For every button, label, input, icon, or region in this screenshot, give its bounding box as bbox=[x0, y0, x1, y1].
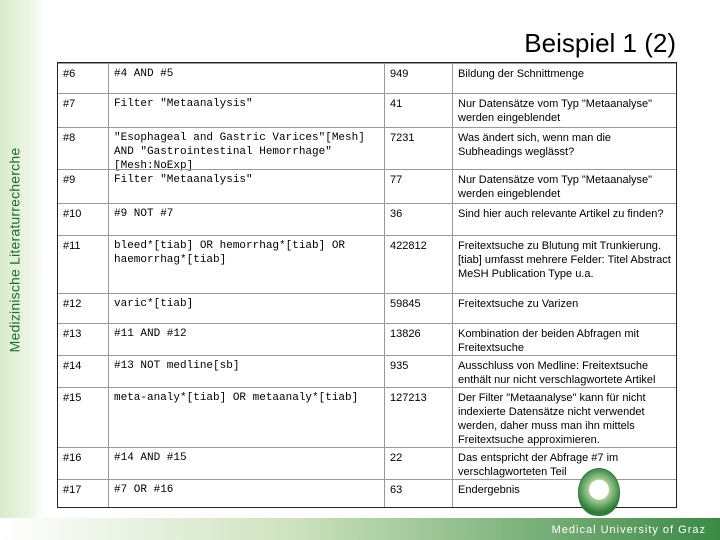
table-row bbox=[58, 63, 676, 93]
row-hits: 422812 bbox=[390, 240, 427, 252]
row-query: "Esophageal and Gastric Varices"[Mesh] AND "Gastrointestinal Hemorrhage"[Mesh:NoExp] bbox=[114, 132, 365, 172]
row-note: Ausschluss von Medline: Freitextsuche enthält nur nicht verschlagwortete Artikel bbox=[458, 360, 656, 386]
table-row bbox=[58, 355, 676, 387]
row-number: #14 bbox=[63, 360, 82, 372]
footer-bar bbox=[0, 518, 720, 540]
sidebar-title: Medizinische Literaturrecherche bbox=[6, 147, 23, 353]
row-note: Nur Datensätze vom Typ "Metaanalyse" werden eingeblendet bbox=[458, 174, 653, 200]
row-hits: 13826 bbox=[390, 328, 421, 340]
sidebar-title-container bbox=[4, 100, 24, 400]
row-number: #10 bbox=[63, 208, 82, 220]
table-row bbox=[58, 127, 676, 172]
row-number: #12 bbox=[63, 298, 82, 310]
row-hits: 36 bbox=[390, 208, 403, 220]
row-hits: 77 bbox=[390, 174, 403, 186]
row-query: #11 AND #12 bbox=[114, 328, 187, 340]
table-row bbox=[58, 93, 676, 127]
table-row bbox=[58, 235, 676, 293]
row-hits: 59845 bbox=[390, 298, 421, 310]
row-note: Was ändert sich, wenn man die Subheadings weglässt? bbox=[458, 132, 612, 158]
row-number: #16 bbox=[63, 452, 82, 464]
row-number: #6 bbox=[63, 68, 76, 80]
row-note: Sind hier auch relevante Artikel zu finden? bbox=[458, 208, 664, 220]
row-note: Bildung der Schnittmenge bbox=[458, 68, 584, 80]
row-hits: 22 bbox=[390, 452, 403, 464]
slide-title: Beispiel 1 (2) bbox=[524, 28, 676, 58]
row-hits: 7231 bbox=[390, 132, 415, 144]
footer-university-name: Medical University of Graz bbox=[551, 524, 706, 536]
table-row bbox=[58, 203, 676, 235]
row-note: Freitextsuche zu Blutung mit Trunkierung. [tiab] umfasst mehrere Felder: Titel Abstract MeSH Publication Type u.a. bbox=[458, 240, 671, 280]
row-hits: 41 bbox=[390, 98, 403, 110]
row-query: #9 NOT #7 bbox=[114, 208, 174, 220]
row-query: #13 NOT medline[sb] bbox=[114, 360, 240, 372]
row-query: #14 AND #15 bbox=[114, 452, 187, 464]
search-history-table bbox=[57, 62, 677, 508]
row-note: Das entspricht der Abfrage #7 im verschlagworteten Teil bbox=[458, 452, 619, 478]
row-number: #9 bbox=[63, 174, 76, 186]
row-query: Filter "Metaanalysis" bbox=[114, 174, 253, 186]
row-number: #13 bbox=[63, 328, 82, 340]
row-query: bleed*[tiab] OR hemorrhag*[tiab] OR haemorrhag*[tiab] bbox=[114, 240, 346, 266]
row-hits: 935 bbox=[390, 360, 409, 372]
row-note: Endergebnis bbox=[458, 484, 520, 496]
table-row bbox=[58, 169, 676, 203]
row-query: #4 AND #5 bbox=[114, 68, 174, 80]
row-hits: 949 bbox=[390, 68, 409, 80]
row-number: #11 bbox=[63, 240, 81, 252]
row-number: #17 bbox=[63, 484, 82, 496]
row-note: Nur Datensätze vom Typ "Metaanalyse" werden eingeblendet bbox=[458, 98, 653, 124]
row-note: Der Filter "Metaanalyse" kann für nicht indexierte Datensätze nicht verwendet werden, daher muss man ihn mittels Freitextsuche approximieren. bbox=[458, 392, 646, 446]
row-number: #7 bbox=[63, 98, 76, 110]
row-query: meta-analy*[tiab] OR metaanaly*[tiab] bbox=[114, 392, 359, 404]
row-query: varic*[tiab] bbox=[114, 298, 194, 310]
table-row bbox=[58, 293, 676, 323]
table-row bbox=[58, 387, 676, 447]
university-seal-icon bbox=[578, 468, 620, 516]
row-hits: 127213 bbox=[390, 392, 427, 404]
row-note: Kombination der beiden Abfragen mit Freitextsuche bbox=[458, 328, 640, 354]
row-number: #8 bbox=[63, 132, 76, 144]
row-query: #7 OR #16 bbox=[114, 484, 174, 496]
row-number: #15 bbox=[63, 392, 82, 404]
table-row bbox=[58, 323, 676, 355]
row-hits: 63 bbox=[390, 484, 403, 496]
row-query: Filter "Metaanalysis" bbox=[114, 98, 253, 110]
row-note: Freitextsuche zu Varizen bbox=[458, 298, 579, 310]
